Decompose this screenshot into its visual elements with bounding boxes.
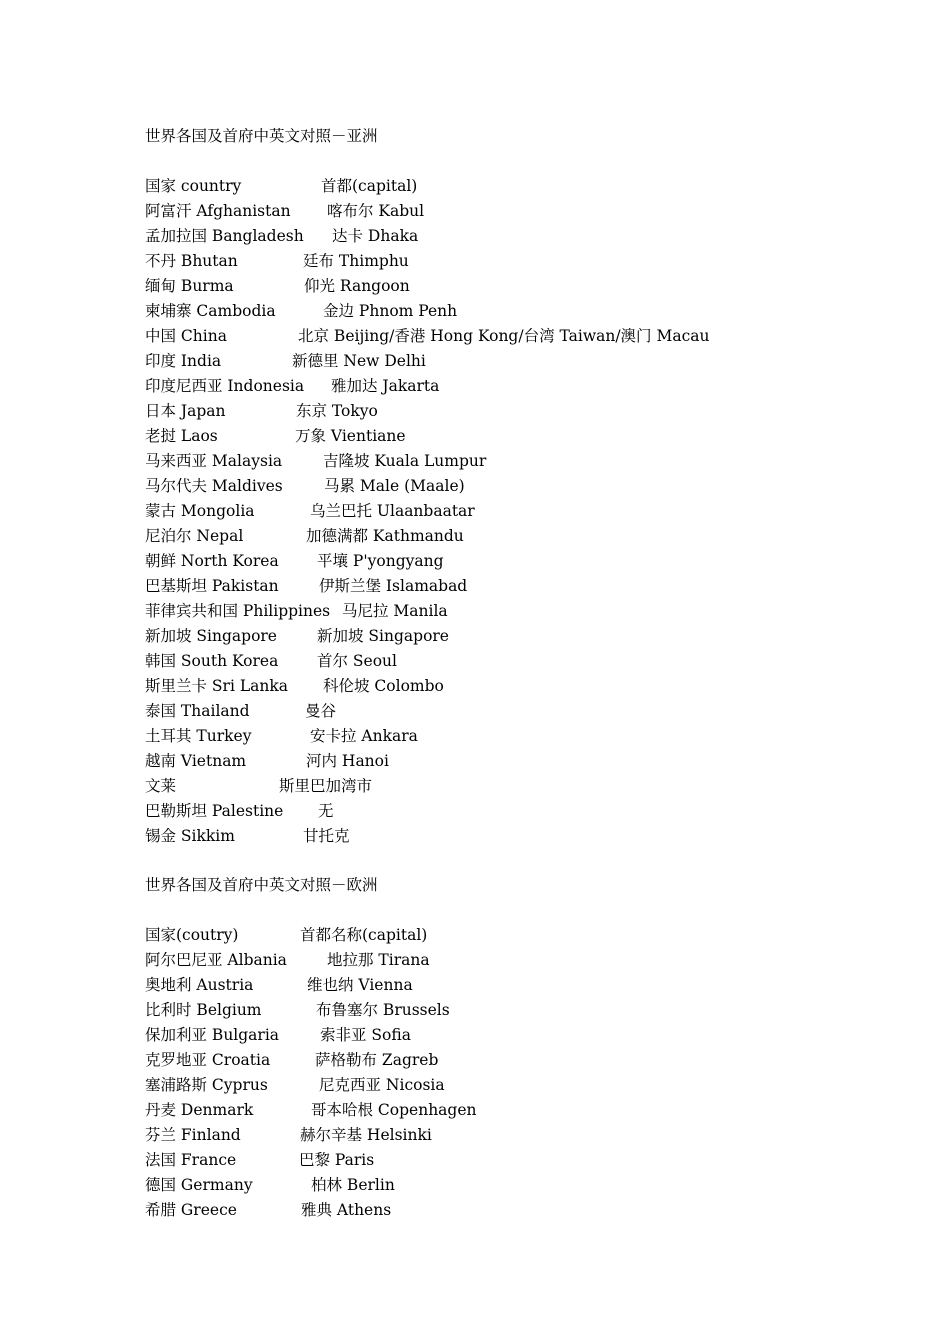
table-row (145, 324, 905, 349)
table-row (145, 1098, 905, 1123)
table-row (145, 224, 905, 249)
country-cell: 尼泊尔 Nepal (145, 527, 244, 545)
table-row (145, 199, 905, 224)
capital-cell: 无 (318, 802, 334, 820)
country-cell: 朝鲜 North Korea (145, 552, 279, 570)
country-cell: 塞浦路斯 Cyprus (145, 1076, 268, 1094)
capital-cell: 伊斯兰堡 Islamabad (319, 577, 468, 595)
table-row (145, 1123, 905, 1148)
capital-cell: 雅典 Athens (301, 1201, 392, 1219)
section-title-text: 世界各国及首府中英文对照－欧洲 (145, 876, 378, 894)
table-row (145, 799, 905, 824)
table-row (145, 948, 905, 973)
table-row (145, 724, 905, 749)
capital-cell: 首尔 Seoul (317, 652, 397, 670)
capital-cell: 吉隆坡 Kuala Lumpur (323, 452, 487, 470)
country-cell: 希腊 Greece (145, 1201, 237, 1219)
table-row (145, 624, 905, 649)
capital-cell: 达卡 Dhaka (332, 227, 419, 245)
country-cell: 巴勒斯坦 Palestine (145, 802, 284, 820)
country-cell: 德国 Germany (145, 1176, 253, 1194)
country-cell: 泰国 Thailand (145, 702, 250, 720)
capital-cell: 北京 Beijing/香港 Hong Kong/台湾 Taiwan/澳门 Macau (298, 327, 710, 345)
capital-cell: 科伦坡 Colombo (323, 677, 444, 695)
capital-cell: 喀布尔 Kabul (327, 202, 425, 220)
capital-header: 首都名称(capital) (300, 926, 428, 944)
table-row (145, 399, 905, 424)
capital-cell: 甘托克 (303, 827, 350, 845)
capital-cell: 仰光 Rangoon (304, 277, 410, 295)
table-header-europe (145, 923, 905, 948)
table-row (145, 973, 905, 998)
table-row (145, 599, 905, 624)
country-cell: 芬兰 Finland (145, 1126, 241, 1144)
table-row (145, 524, 905, 549)
capital-cell: 尼克西亚 Nicosia (319, 1076, 445, 1094)
country-cell: 蒙古 Mongolia (145, 502, 255, 520)
section-title-text: 世界各国及首府中英文对照－亚洲 (145, 127, 378, 145)
country-cell: 阿尔巴尼亚 Albania (145, 951, 287, 969)
country-cell: 土耳其 Turkey (145, 727, 252, 745)
capital-cell: 马尼拉 Manila (342, 602, 448, 620)
country-cell: 保加利亚 Bulgaria (145, 1026, 280, 1044)
country-cell: 比利时 Belgium (145, 1001, 262, 1019)
country-cell: 日本 Japan (145, 402, 226, 420)
country-cell: 不丹 Bhutan (145, 252, 238, 270)
capital-cell: 马累 Male (Maale) (324, 477, 465, 495)
table-row (145, 1023, 905, 1048)
table-row (145, 274, 905, 299)
capital-cell: 索非亚 Sofia (320, 1026, 411, 1044)
country-cell: 锡金 Sikkim (145, 827, 235, 845)
country-cell: 缅甸 Burma (145, 277, 234, 295)
capital-cell: 新加坡 Singapore (317, 627, 449, 645)
capital-cell: 万象 Vientiane (295, 427, 406, 445)
country-cell: 柬埔寨 Cambodia (145, 302, 276, 320)
table-row (145, 774, 905, 799)
country-cell: 阿富汗 Afghanistan (145, 202, 291, 220)
capital-cell: 东京 Tokyo (296, 402, 378, 420)
country-cell: 斯里兰卡 Sri Lanka (145, 677, 288, 695)
table-row (145, 749, 905, 774)
table-header-asia (145, 174, 905, 199)
capital-cell: 廷布 Thimphu (303, 252, 409, 270)
country-cell: 文莱 (145, 777, 177, 795)
country-cell: 中国 China (145, 327, 227, 345)
country-cell: 印度尼西亚 Indonesia (145, 377, 305, 395)
table-row (145, 824, 905, 849)
table-row (145, 1148, 905, 1173)
capital-cell: 河内 Hanoi (306, 752, 389, 770)
capital-cell: 加德满都 Kathmandu (306, 527, 464, 545)
capital-cell: 新德里 New Delhi (292, 352, 426, 370)
table-row (145, 474, 905, 499)
country-cell: 越南 Vietnam (145, 752, 247, 770)
country-cell: 丹麦 Denmark (145, 1101, 254, 1119)
table-row (145, 299, 905, 324)
table-row (145, 1073, 905, 1098)
country-cell: 新加坡 Singapore (145, 627, 277, 645)
country-cell: 克罗地亚 Croatia (145, 1051, 271, 1069)
capital-cell: 布鲁塞尔 Brussels (316, 1001, 450, 1019)
capital-cell: 乌兰巴托 Ulaanbaatar (310, 502, 475, 520)
country-header: 国家(coutry) (145, 926, 239, 944)
table-row (145, 249, 905, 274)
table-row (145, 1173, 905, 1198)
country-cell: 菲律宾共和国 Philippines (145, 602, 331, 620)
capital-cell: 柏林 Berlin (311, 1176, 395, 1194)
table-row (145, 1198, 905, 1223)
capital-cell: 地拉那 Tirana (327, 951, 430, 969)
country-cell: 奥地利 Austria (145, 976, 254, 994)
capital-cell: 平壤 P'yongyang (317, 552, 444, 570)
capital-cell: 雅加达 Jakarta (331, 377, 440, 395)
capital-cell: 维也纳 Vienna (307, 976, 413, 994)
table-row (145, 574, 905, 599)
table-row (145, 674, 905, 699)
country-cell: 马尔代夫 Maldives (145, 477, 283, 495)
capital-cell: 安卡拉 Ankara (310, 727, 418, 745)
country-cell: 孟加拉国 Bangladesh (145, 227, 304, 245)
country-cell: 马来西亚 Malaysia (145, 452, 283, 470)
section-title-asia (145, 124, 905, 149)
table-row (145, 998, 905, 1023)
capital-cell: 斯里巴加湾市 (279, 777, 373, 795)
table-row (145, 549, 905, 574)
country-cell: 老挝 Laos (145, 427, 218, 445)
section-title-europe (145, 873, 905, 898)
table-row (145, 699, 905, 724)
capital-cell: 巴黎 Paris (299, 1151, 375, 1169)
country-cell: 法国 France (145, 1151, 237, 1169)
capital-cell: 萨格勒布 Zagreb (315, 1051, 439, 1069)
table-row (145, 449, 905, 474)
capital-cell: 曼谷 (305, 702, 337, 720)
table-row (145, 424, 905, 449)
table-row (145, 1048, 905, 1073)
capital-cell: 哥本哈根 Copenhagen (311, 1101, 477, 1119)
country-cell: 印度 India (145, 352, 222, 370)
table-row (145, 499, 905, 524)
country-cell: 韩国 South Korea (145, 652, 279, 670)
country-header: 国家 country (145, 177, 242, 195)
capital-cell: 赫尔辛基 Helsinki (300, 1126, 432, 1144)
country-cell: 巴基斯坦 Pakistan (145, 577, 279, 595)
capital-cell: 金边 Phnom Penh (323, 302, 458, 320)
table-row (145, 349, 905, 374)
capital-header: 首都(capital) (321, 177, 418, 195)
table-row (145, 374, 905, 399)
table-row (145, 649, 905, 674)
